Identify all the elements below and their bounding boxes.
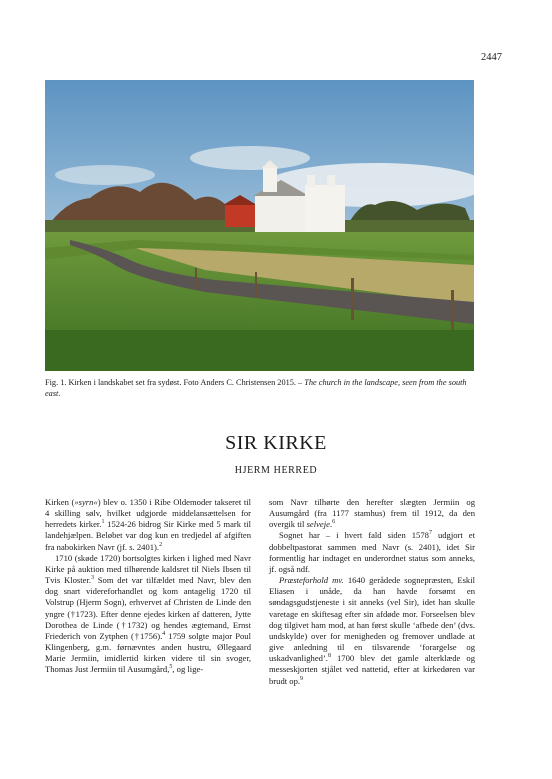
caption-english: The church in the landscape, seen from the south east. bbox=[45, 378, 467, 398]
paragraph: Kirken (»syrn«) blev o. 1350 i Ribe Oldemoder takseret til 4 skilling sølv, hvilket udgjorde middelansættelsen for herredets kirker.$^1$ 1524-26 bidrog Sir Kirke med 5 mark til landehjælpen. Beløbet var dog kun en tredjedel af afgiften fra nabokirken Navr (jf. s. 2401).$^2$ bbox=[45, 497, 251, 552]
footnote-ref: 6 bbox=[332, 519, 336, 526]
text-column-left bbox=[45, 497, 251, 676]
footnote-ref: 1 bbox=[101, 519, 105, 526]
church-landscape-photo bbox=[45, 80, 474, 371]
page-subtitle: HJERM HERRED bbox=[234, 465, 318, 476]
paragraph: Sognet har – i hvert fald siden 1578$^7$ udgjort et dobbeltpastorat sammen med Navr (s. 2401), idet Sir formentlig har indtaget en underordnet status som anneks, jf. også ndf. bbox=[269, 530, 475, 574]
footnote-ref: 4 bbox=[162, 631, 166, 638]
page-number: 2447 bbox=[481, 52, 502, 63]
text-column-right bbox=[269, 497, 475, 687]
footnote-ref: 8 bbox=[327, 653, 331, 660]
italic-text: »syrn« bbox=[74, 497, 98, 507]
footnote-ref: 7 bbox=[428, 530, 432, 537]
footnote-ref: 9 bbox=[300, 675, 304, 682]
paragraph: 1710 (skøde 1720) bortsolgtes kirken i lighed med Navr Kirke på auktion med tilhørende kaldsret til Niels Ibsen til Tvis Kloster.$^3$ Som det var tilfældet med Navr, blev den dog snart videreforhandlet og kom antagelig 1720 til Volstrup (Hjerm Sogn), erhvervet af Christen de Linde den yngre (†1723). Efter denne ejedes kirken af datteren, Jytte Dorothea de Linde (†1732) og hendes ægtemand, Ernst Friederich von Zytphen (†1756).$^4$ 1759 solgte major Poul Klingenberg, g.m. førnævntes anden hustru, Øllegaard Marie Jermiin, imidlertid kirken videre til sin svoger, Thomas Just Jermiin til Ausumgård,$^5$, og lige- bbox=[45, 552, 251, 675]
footnote-ref: 3 bbox=[91, 575, 95, 582]
page-title: SIR KIRKE bbox=[225, 432, 327, 454]
footnote-ref: 5 bbox=[169, 664, 173, 671]
caption-danish: Fig. 1. Kirken i landskabet set fra sydøst. Foto Anders C. Christensen 2015. – bbox=[45, 378, 303, 387]
italic-text: selveje bbox=[306, 519, 330, 530]
italic-text: Præsteforhold mv. bbox=[279, 575, 344, 586]
footnote-ref: 2 bbox=[159, 541, 163, 548]
figure-caption bbox=[45, 377, 474, 399]
paragraph: som Navr tilhørte den herefter slægten Jermiin og Ausumgård (fra 1177 stamhus) frem til 1912, da den overgik til selveje.$^6$ bbox=[269, 497, 475, 530]
paragraph: Præsteforhold mv. 1640 gerådede sognepræsten, Eskil Eliasen i unåde, da han havde forsømt en søndagsgudstjeneste i sit anneks (vel Sir), idet han skulle varetage en skiftesag efter sin afdøde mor. Forseelsen blev dog tilgivet ham mod, at han først skulle ‘afbede den’ (dvs. undskylde) over for menigheden og fremover undlade at give anledning til en tilsvarende ‘forargelse og uskadvanlighed’.$^8$ 1700 blev det gamle alterklæde og messeskjorten stjålet ved nattetid, efter at kirkedøren var brudt op.$^9$ bbox=[269, 575, 476, 686]
